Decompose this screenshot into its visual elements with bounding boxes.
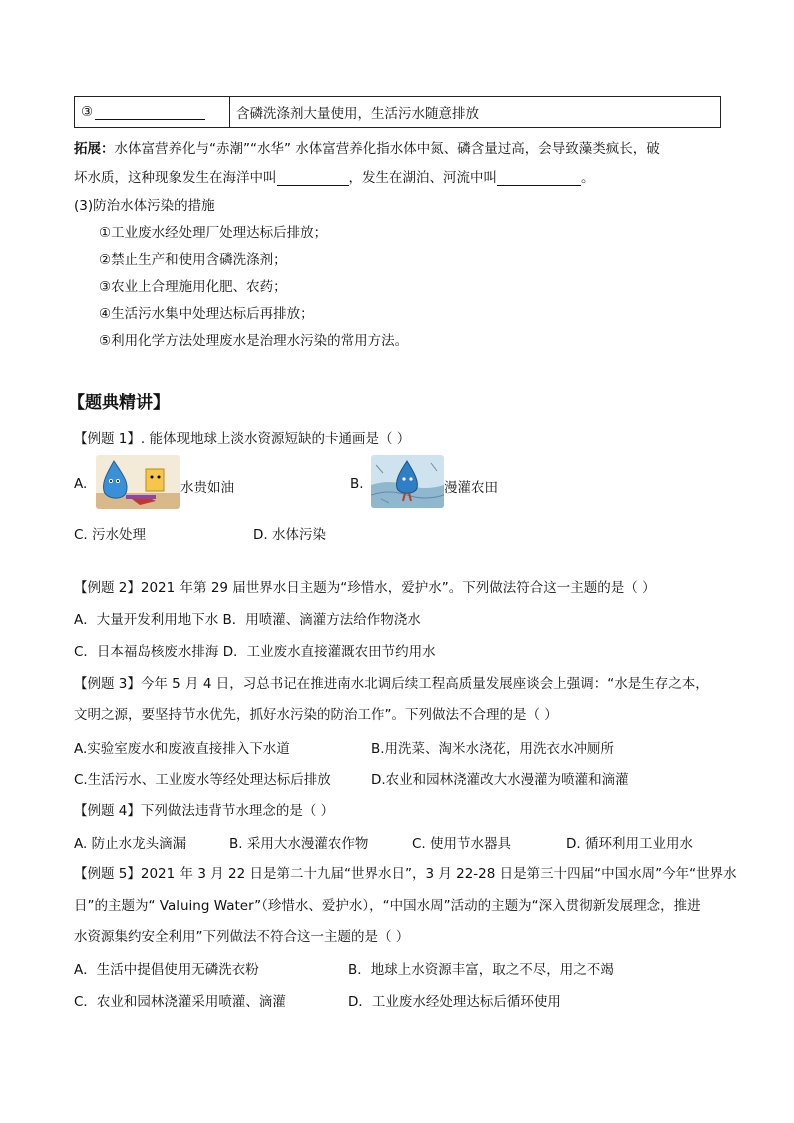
measure-item: ①工业废水经处理厂处理达标后排放； [99,225,328,241]
table-row [74,96,721,128]
measure-item: ⑤利用化学方法处理废水是治理水污染的常用方法。 [99,333,409,349]
q5-option-c[interactable]: C．农业和园林浇灌采用喷灌、滴灌 [74,994,286,1010]
extension-text-2b: ，发生在湖泊、河流中叫 [348,170,497,186]
q5-stem-3: 水资源集约安全利用”下列做法不符合这一主题的是（ ） [74,929,410,945]
q3-option-d[interactable]: D.农业和园林浇灌改大水漫灌为喷灌和滴灌 [371,772,629,788]
q4-option-c[interactable]: C. 使用节水器具 [412,836,512,852]
q4-option-d[interactable]: D. 循环利用工业用水 [566,836,693,852]
q3-stem-1: 【例题 3】今年 5 月 4 日，习总书记在推进南水北调后续工程高质量发展座谈会上强调：“水是生存之本， [74,676,709,692]
q5-stem-2: 日”的主题为“ Valuing Water”（珍惜水、爱护水），“中国水周”活动的主题为“深入贯彻新发展理念，推进 [74,898,701,914]
measures-title: (3)防治水体污染的措施 [74,198,215,214]
q1-option-b-text: 漫灌农田 [444,480,498,496]
q3-option-a[interactable]: A.实验室废水和废液直接排入下水道 [74,741,290,757]
measure-item: ④生活污水集中处理达标后再排放； [99,306,314,322]
q2-options-ab[interactable]: A．大量开发利用地下水 B．用喷灌、滴灌方法给作物浇水 [74,612,421,628]
cartoon-flood-irrigation-image [371,455,444,508]
extension-text-2c: 。 [581,170,595,186]
section-title: 【题典精讲】 [68,393,170,413]
extension-label: 拓展： [74,141,115,157]
q3-stem-2: 文明之源，要坚持节水优先，抓好水污染的防治工作”。下列做法不合理的是（ ） [74,707,558,723]
row-content: 含磷洗涤剂大量使用，生活污水随意排放 [236,106,479,122]
q5-option-a[interactable]: A．生活中提倡使用无磷洗衣粉 [74,962,259,978]
measure-item: ③农业上合理施用化肥、农药； [99,279,287,295]
q2-stem: 【例题 2】2021 年第 29 届世界水日主题为“珍惜水，爱护水”。下列做法符合这一主题的是（ ） [74,580,656,596]
row-number: ③ [81,104,94,120]
q3-option-b[interactable]: B.用洗菜、淘米水浇花，用洗衣水冲厕所 [371,741,615,757]
q1-option-d[interactable]: D. 水体污染 [253,527,326,543]
q4-stem: 【例题 4】下列做法违背节水理念的是（ ） [74,803,335,819]
q1-option-b-letter[interactable]: B. [350,476,364,492]
q1-option-a-letter[interactable]: A. [74,476,88,492]
sea-answer-blank[interactable] [277,171,349,186]
q1-option-c[interactable]: C. 污水处理 [74,527,147,543]
q5-option-d[interactable]: D．工业废水经处理达标后循环使用 [348,994,561,1010]
q4-option-a[interactable]: A. 防止水龙头滴漏 [74,836,187,852]
answer-blank[interactable] [95,105,205,120]
q3-option-c[interactable]: C.生活污水、工业废水等经处理达标后排放 [74,772,331,788]
extension-text-1: 水体富营养化与“赤潮”“水华” 水体富营养化指水体中氮、磷含量过高，会导致藻类疯长，破 [114,141,660,157]
extension-line-2 [74,166,595,186]
measure-item: ②禁止生产和使用含磷洗涤剂； [99,252,287,268]
extension-text-2a: 坏水质，这种现象发生在海洋中叫 [74,170,277,186]
table-cell-content [230,97,720,127]
q1-option-a-text: 水贵如油 [180,480,234,496]
table-cell-number [75,97,230,127]
q5-stem-1: 【例题 5】2021 年 3 月 22 日是第二十九届“世界水日”，3 月 22-28 日是第三十四届“中国水周”今年“世界水 [74,866,737,882]
lake-answer-blank[interactable] [497,171,581,186]
cartoon-expensive-water-image [96,455,180,509]
q1-stem: 【例题 1】. 能体现地球上淡水资源短缺的卡通画是（ ） [74,431,411,447]
q5-option-b[interactable]: B．地球上水资源丰富，取之不尽，用之不竭 [348,962,614,978]
q4-option-b[interactable]: B. 采用大水漫灌农作物 [229,836,369,852]
extension-line-1 [74,137,660,157]
q2-options-cd[interactable]: C．日本福岛核废水排海 D．工业废水直接灌溉农田节约用水 [74,644,436,660]
